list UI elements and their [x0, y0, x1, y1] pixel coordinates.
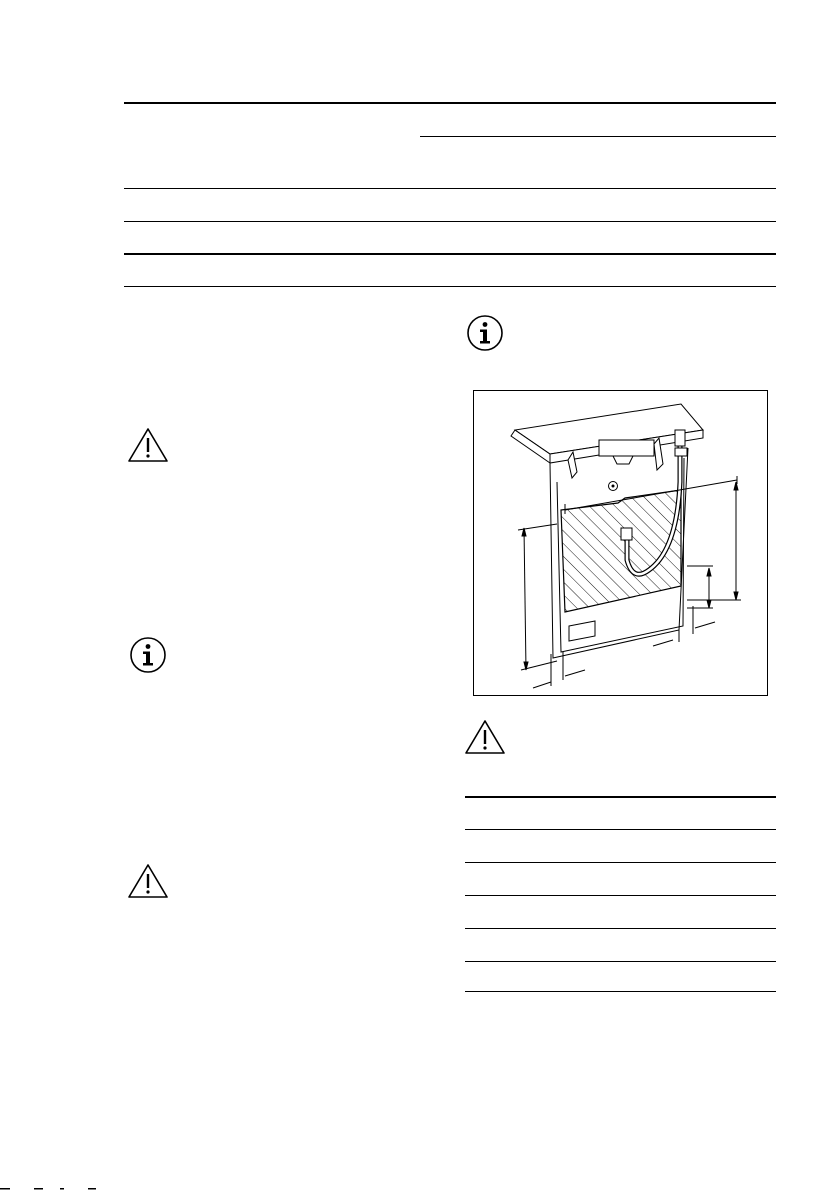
parts-table-top-rule [465, 796, 776, 798]
info-icon [466, 314, 504, 352]
parts-table-row-rule [465, 961, 776, 962]
spec-table-bottom-rule [124, 286, 776, 287]
warning-icon [464, 719, 506, 755]
spec-table-row-rule [124, 188, 776, 189]
footer-fragment [0, 1182, 120, 1192]
spec-table-row-rule [124, 221, 776, 222]
warning-icon [127, 863, 169, 899]
spec-table-top-rule [124, 102, 776, 104]
parts-table-row-rule [465, 928, 776, 929]
spec-table-subheader-rule [420, 136, 776, 137]
parts-table-row-rule [465, 829, 776, 830]
spec-table-row-rule [124, 253, 776, 255]
parts-table-bottom-rule [465, 991, 776, 992]
parts-table-row-rule [465, 895, 776, 896]
appliance-rear-installation-diagram [473, 390, 768, 696]
warning-icon [127, 427, 169, 463]
info-icon [129, 636, 167, 674]
parts-table-row-rule [465, 862, 776, 863]
